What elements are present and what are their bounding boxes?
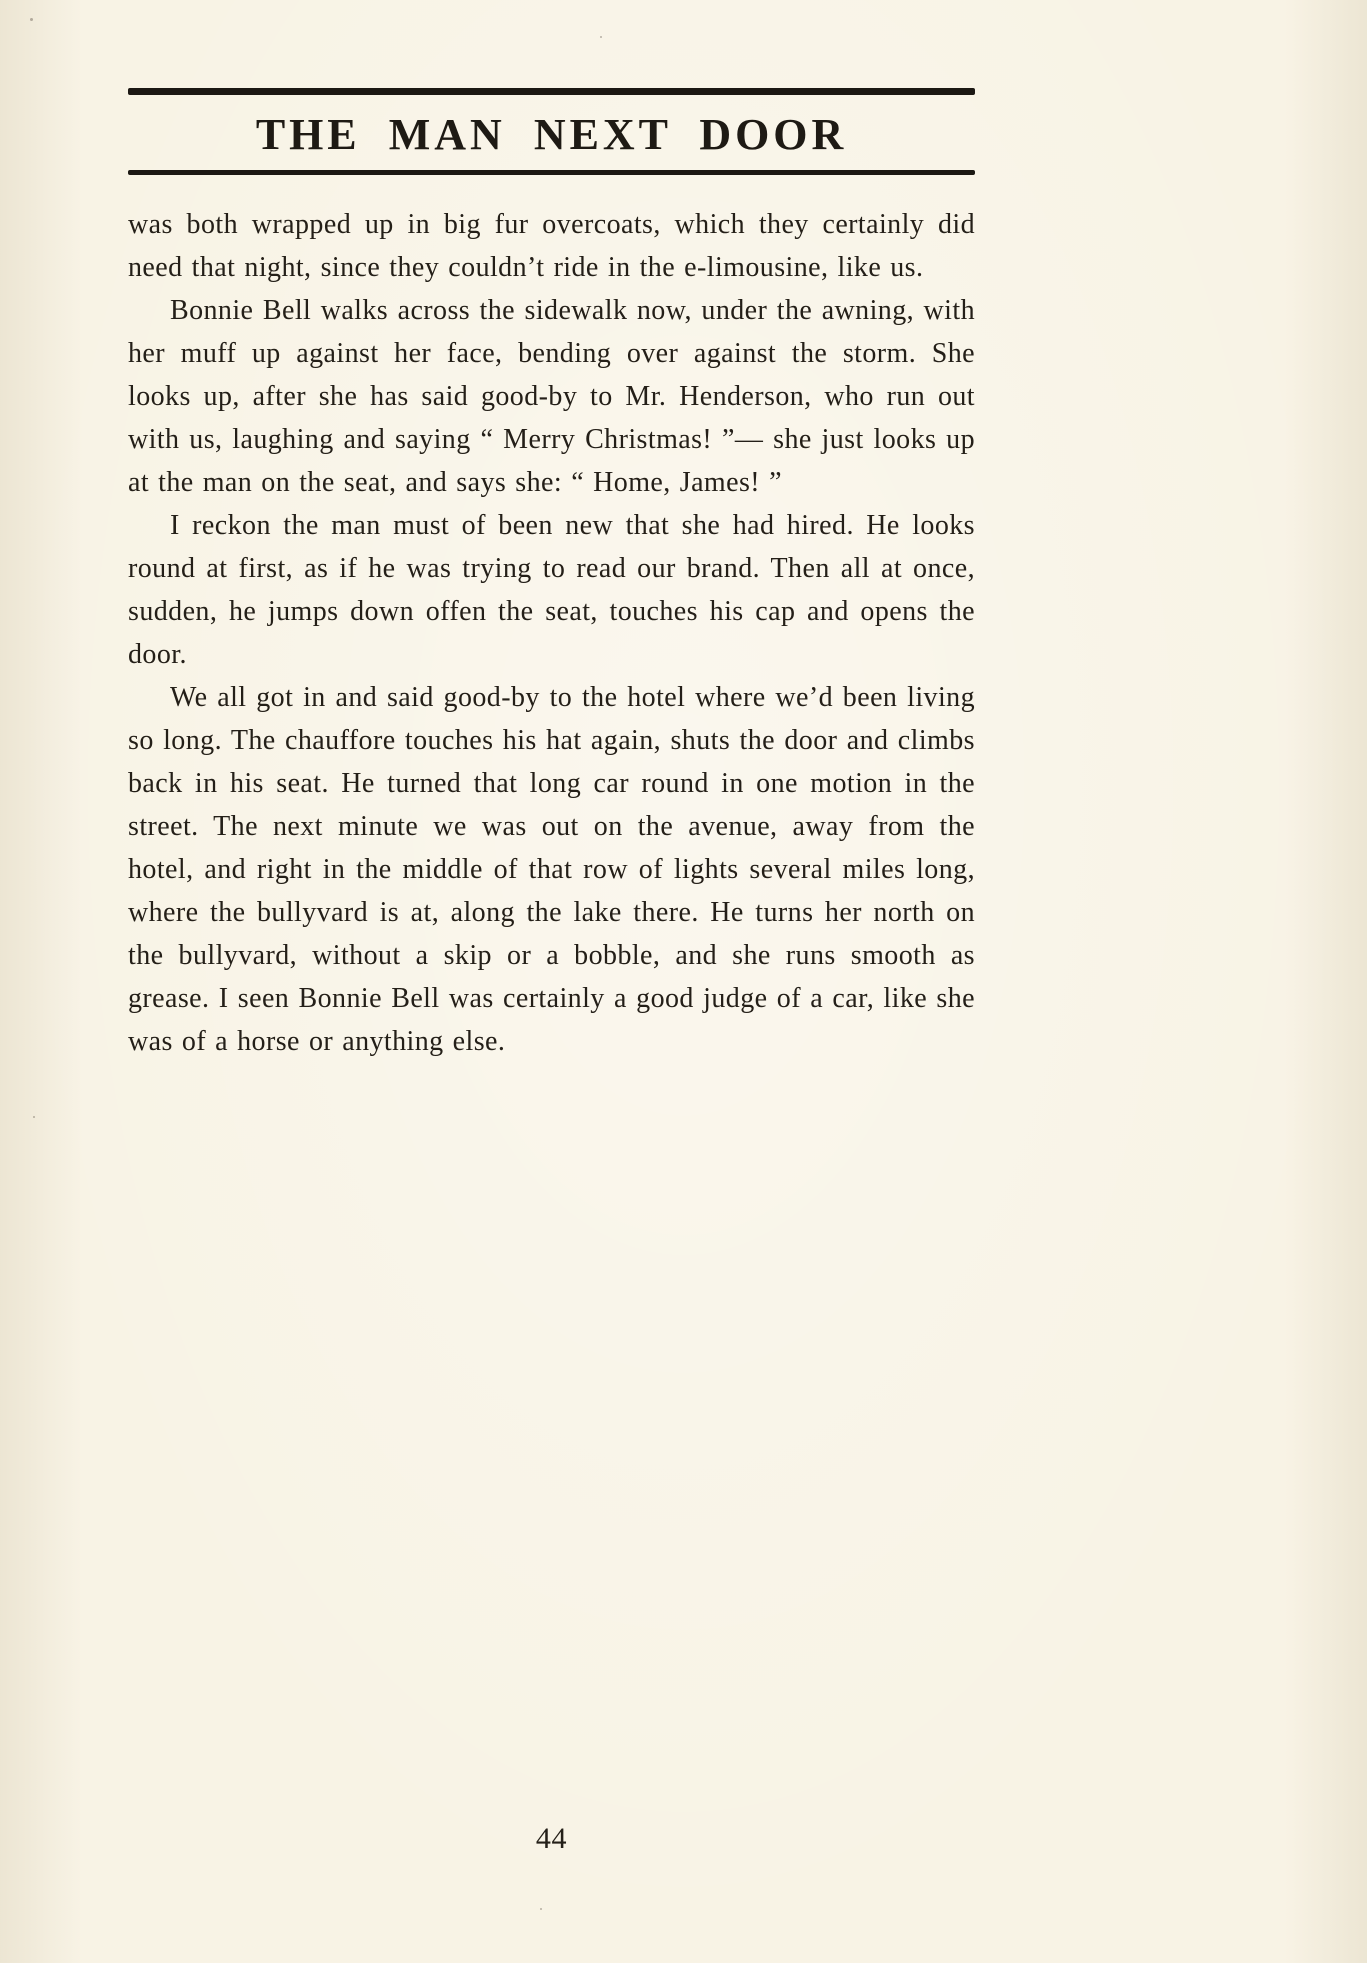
paragraph: was both wrapped up in big fur overcoats, which they certainly did need that night, since they couldn’t ride in the e-limousine, like us. [128,209,975,283]
page-footer [128,1822,975,1856]
running-head-block [128,88,975,175]
paragraph: I reckon the man must of been new that she had hired. He looks round at first, as if he was trying to read our brand. Then all at once, sudden, he jumps down offen the seat, touches his cap and opens the door. [128,510,975,670]
text-column [128,88,975,1063]
scan-speck [600,36,602,38]
page-number: 44 [535,1822,568,1855]
page-body [128,203,975,1063]
page-title: THE MAN NEXT DOOR [255,110,848,159]
scan-speck [30,18,33,21]
scan-speck [540,1908,542,1910]
title-rule [128,170,975,175]
paragraph: Bonnie Bell walks across the sidewalk now, under the awning, with her muff up against her face, bending over against the storm. She looks up, after she has said good-by to Mr. Henderson, who run out with us, laughing and saying “ Merry Christmas! ”— she just looks up at the man on the seat, and says she: “ Home, James! ” [128,295,975,498]
top-rule [128,88,975,95]
paragraph: We all got in and said good-by to the hotel where we’d been living so long. The chauffore touches his hat again, shuts the door and climbs back in his seat. He turned that long car round in one motion in the street. The next minute we was out on the avenue, away from the hotel, and right in the middle of that row of lights several miles long, where the bullyvard is at, along the lake there. He turns her north on the bullyvard, without a skip or a bobble, and she runs smooth as grease. I seen Bonnie Bell was certainly a good judge of a car, like she was of a horse or anything else. [128,682,975,1057]
scan-speck [33,1116,35,1118]
